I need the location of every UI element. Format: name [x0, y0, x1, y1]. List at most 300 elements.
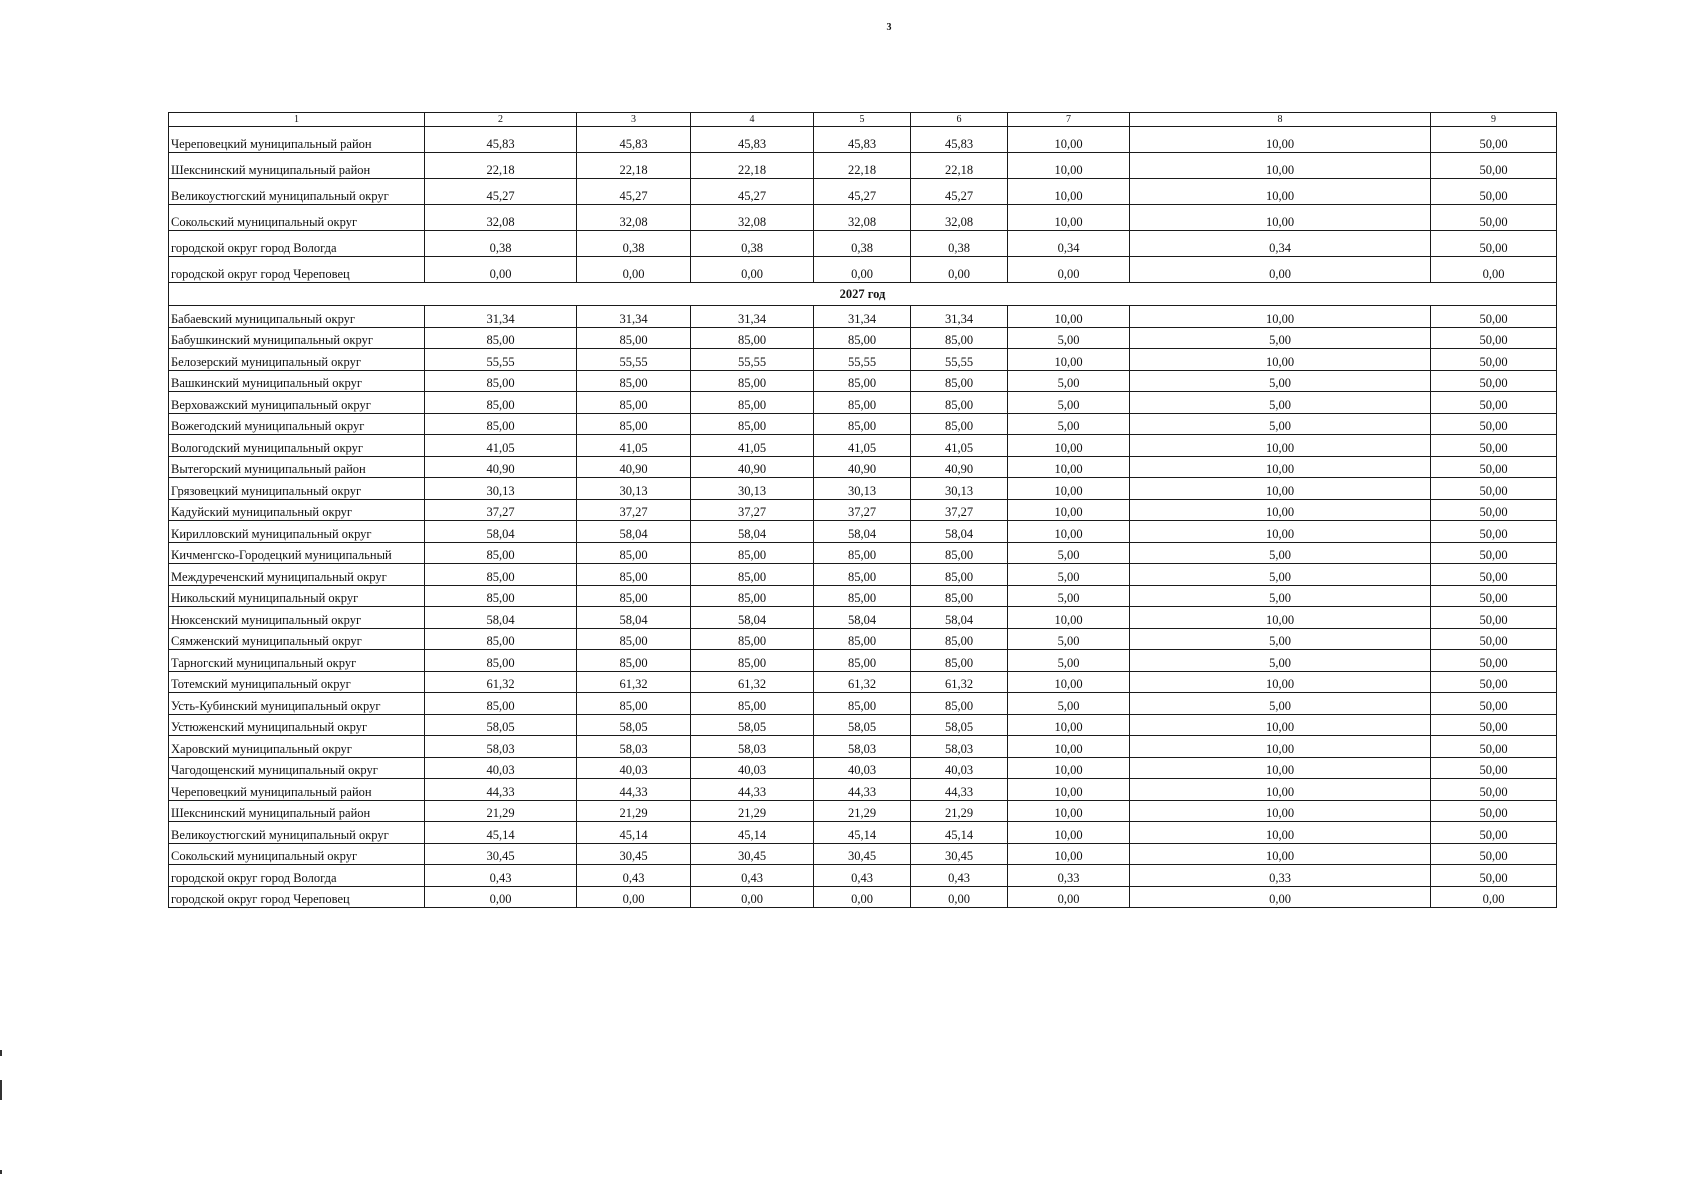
row-value-cell: 45,27	[691, 179, 814, 205]
row-value-cell: 50,00	[1431, 542, 1557, 564]
row-value-cell: 45,14	[425, 822, 577, 844]
row-value-cell: 10,00	[1130, 779, 1431, 801]
row-municipality-name: городской округ город Вологда	[169, 231, 425, 257]
row-value-cell: 50,00	[1431, 435, 1557, 457]
table-row	[169, 349, 1557, 371]
row-value-cell: 85,00	[814, 693, 911, 715]
row-value-cell: 45,83	[425, 127, 577, 153]
row-value-cell: 58,05	[425, 714, 577, 736]
row-value-cell: 0,38	[577, 231, 691, 257]
row-value-cell: 0,00	[1130, 886, 1431, 908]
scan-edge-mark	[0, 1050, 2, 1056]
row-value-cell: 85,00	[911, 370, 1008, 392]
row-value-cell: 61,32	[911, 671, 1008, 693]
table-row	[169, 671, 1557, 693]
row-value-cell: 85,00	[425, 413, 577, 435]
page-number: 3	[886, 22, 892, 33]
row-municipality-name: Вашкинский муниципальный округ	[169, 370, 425, 392]
row-value-cell: 10,00	[1130, 800, 1431, 822]
row-municipality-name: Никольский муниципальный округ	[169, 585, 425, 607]
row-municipality-name: Кирилловский муниципальный округ	[169, 521, 425, 543]
row-value-cell: 58,04	[911, 521, 1008, 543]
table-row	[169, 585, 1557, 607]
row-value-cell: 85,00	[911, 564, 1008, 586]
row-value-cell: 45,83	[911, 127, 1008, 153]
row-value-cell: 85,00	[577, 650, 691, 672]
row-value-cell: 5,00	[1008, 693, 1130, 715]
row-value-cell: 50,00	[1431, 127, 1557, 153]
row-municipality-name: Бабушкинский муниципальный округ	[169, 327, 425, 349]
row-value-cell: 10,00	[1130, 456, 1431, 478]
row-value-cell: 22,18	[814, 153, 911, 179]
row-value-cell: 55,55	[691, 349, 814, 371]
row-value-cell: 58,04	[691, 607, 814, 629]
row-value-cell: 10,00	[1130, 349, 1431, 371]
row-value-cell: 10,00	[1130, 736, 1431, 758]
row-value-cell: 45,27	[911, 179, 1008, 205]
row-value-cell: 10,00	[1130, 757, 1431, 779]
row-municipality-name: Вытегорский муниципальный район	[169, 456, 425, 478]
row-value-cell: 32,08	[577, 205, 691, 231]
row-value-cell: 45,14	[691, 822, 814, 844]
row-value-cell: 85,00	[814, 564, 911, 586]
row-municipality-name: Белозерский муниципальный округ	[169, 349, 425, 371]
row-value-cell: 10,00	[1130, 435, 1431, 457]
row-municipality-name: Тарногский муниципальный округ	[169, 650, 425, 672]
row-value-cell: 50,00	[1431, 349, 1557, 371]
table-row	[169, 231, 1557, 257]
row-value-cell: 0,33	[1130, 865, 1431, 887]
row-municipality-name: Междуреченский муниципальный округ	[169, 564, 425, 586]
row-value-cell: 85,00	[425, 370, 577, 392]
row-value-cell: 85,00	[577, 327, 691, 349]
row-value-cell: 22,18	[425, 153, 577, 179]
row-value-cell: 30,45	[425, 843, 577, 865]
scan-edge-mark	[0, 1170, 2, 1174]
table-row	[169, 800, 1557, 822]
row-value-cell: 85,00	[691, 542, 814, 564]
row-value-cell: 85,00	[425, 327, 577, 349]
row-value-cell: 10,00	[1130, 714, 1431, 736]
row-value-cell: 45,27	[814, 179, 911, 205]
row-value-cell: 5,00	[1008, 392, 1130, 414]
row-value-cell: 85,00	[577, 693, 691, 715]
row-value-cell: 0,38	[814, 231, 911, 257]
row-value-cell: 10,00	[1130, 671, 1431, 693]
row-value-cell: 10,00	[1008, 736, 1130, 758]
row-municipality-name: Вологодский муниципальный округ	[169, 435, 425, 457]
row-value-cell: 85,00	[425, 585, 577, 607]
row-value-cell: 32,08	[425, 205, 577, 231]
row-value-cell: 0,00	[911, 257, 1008, 283]
row-value-cell: 0,34	[1008, 231, 1130, 257]
year-section-label: 2027 год	[169, 283, 1557, 306]
row-value-cell: 5,00	[1130, 327, 1431, 349]
row-value-cell: 30,13	[911, 478, 1008, 500]
row-value-cell: 58,03	[577, 736, 691, 758]
row-value-cell: 85,00	[911, 650, 1008, 672]
row-value-cell: 50,00	[1431, 585, 1557, 607]
row-value-cell: 85,00	[425, 693, 577, 715]
row-municipality-name: городской округ город Череповец	[169, 257, 425, 283]
row-value-cell: 10,00	[1130, 499, 1431, 521]
row-value-cell: 85,00	[911, 628, 1008, 650]
row-value-cell: 10,00	[1008, 822, 1130, 844]
row-value-cell: 85,00	[911, 693, 1008, 715]
row-value-cell: 45,14	[911, 822, 1008, 844]
row-value-cell: 85,00	[691, 564, 814, 586]
row-value-cell: 0,38	[691, 231, 814, 257]
row-value-cell: 10,00	[1130, 306, 1431, 328]
table-row	[169, 757, 1557, 779]
row-value-cell: 10,00	[1008, 757, 1130, 779]
row-value-cell: 85,00	[577, 542, 691, 564]
table-row	[169, 714, 1557, 736]
row-value-cell: 31,34	[577, 306, 691, 328]
row-value-cell: 50,00	[1431, 693, 1557, 715]
row-value-cell: 5,00	[1008, 650, 1130, 672]
row-value-cell: 0,00	[1008, 886, 1130, 908]
row-municipality-name: Чагодощенский муниципальный округ	[169, 757, 425, 779]
row-value-cell: 50,00	[1431, 478, 1557, 500]
row-value-cell: 37,27	[911, 499, 1008, 521]
row-value-cell: 50,00	[1431, 671, 1557, 693]
table-row	[169, 886, 1557, 908]
row-value-cell: 40,03	[425, 757, 577, 779]
row-municipality-name: Сокольский муниципальный округ	[169, 205, 425, 231]
table-row	[169, 127, 1557, 153]
row-value-cell: 10,00	[1008, 179, 1130, 205]
row-value-cell: 85,00	[577, 370, 691, 392]
year-section-row	[169, 283, 1557, 306]
table-row	[169, 205, 1557, 231]
row-value-cell: 30,13	[814, 478, 911, 500]
row-value-cell: 41,05	[691, 435, 814, 457]
row-value-cell: 85,00	[425, 650, 577, 672]
row-value-cell: 40,03	[814, 757, 911, 779]
row-value-cell: 85,00	[425, 628, 577, 650]
row-value-cell: 50,00	[1431, 714, 1557, 736]
row-value-cell: 45,83	[814, 127, 911, 153]
row-municipality-name: Тотемский муниципальный округ	[169, 671, 425, 693]
row-value-cell: 58,04	[814, 607, 911, 629]
row-value-cell: 32,08	[814, 205, 911, 231]
row-value-cell: 0,43	[425, 865, 577, 887]
row-value-cell: 30,13	[691, 478, 814, 500]
row-value-cell: 0,43	[691, 865, 814, 887]
row-value-cell: 10,00	[1008, 456, 1130, 478]
row-value-cell: 85,00	[425, 542, 577, 564]
row-municipality-name: Грязовецкий муниципальный округ	[169, 478, 425, 500]
table-row	[169, 435, 1557, 457]
row-value-cell: 40,90	[425, 456, 577, 478]
row-value-cell: 85,00	[577, 585, 691, 607]
row-value-cell: 5,00	[1130, 564, 1431, 586]
row-value-cell: 44,33	[425, 779, 577, 801]
row-value-cell: 5,00	[1130, 650, 1431, 672]
row-value-cell: 85,00	[577, 413, 691, 435]
table-row	[169, 456, 1557, 478]
row-value-cell: 50,00	[1431, 205, 1557, 231]
row-value-cell: 58,03	[691, 736, 814, 758]
row-value-cell: 0,00	[911, 886, 1008, 908]
table-row	[169, 306, 1557, 328]
row-value-cell: 55,55	[577, 349, 691, 371]
table-row	[169, 153, 1557, 179]
row-value-cell: 44,33	[911, 779, 1008, 801]
row-value-cell: 50,00	[1431, 650, 1557, 672]
row-value-cell: 45,14	[577, 822, 691, 844]
row-value-cell: 58,05	[691, 714, 814, 736]
row-value-cell: 10,00	[1008, 779, 1130, 801]
table-row	[169, 521, 1557, 543]
row-value-cell: 5,00	[1008, 413, 1130, 435]
row-value-cell: 5,00	[1008, 327, 1130, 349]
row-value-cell: 85,00	[814, 542, 911, 564]
row-value-cell: 40,90	[691, 456, 814, 478]
row-value-cell: 85,00	[691, 585, 814, 607]
row-municipality-name: Кичменгско-Городецкий муниципальный	[169, 542, 425, 564]
row-value-cell: 5,00	[1008, 564, 1130, 586]
row-value-cell: 55,55	[425, 349, 577, 371]
row-municipality-name: Вожегодский муниципальный округ	[169, 413, 425, 435]
row-value-cell: 10,00	[1130, 205, 1431, 231]
row-value-cell: 50,00	[1431, 370, 1557, 392]
row-value-cell: 10,00	[1008, 521, 1130, 543]
row-municipality-name: Шекснинский муниципальный район	[169, 153, 425, 179]
row-municipality-name: Сямженский муниципальный округ	[169, 628, 425, 650]
row-value-cell: 21,29	[814, 800, 911, 822]
row-municipality-name: Сокольский муниципальный округ	[169, 843, 425, 865]
row-value-cell: 50,00	[1431, 800, 1557, 822]
row-value-cell: 85,00	[911, 327, 1008, 349]
row-municipality-name: Череповецкий муниципальный район	[169, 127, 425, 153]
row-municipality-name: Харовский муниципальный округ	[169, 736, 425, 758]
row-value-cell: 41,05	[425, 435, 577, 457]
row-value-cell: 10,00	[1008, 499, 1130, 521]
row-value-cell: 0,00	[691, 886, 814, 908]
row-value-cell: 30,45	[691, 843, 814, 865]
row-value-cell: 50,00	[1431, 628, 1557, 650]
row-municipality-name: Кадуйский муниципальный округ	[169, 499, 425, 521]
row-value-cell: 85,00	[814, 392, 911, 414]
row-value-cell: 10,00	[1130, 179, 1431, 205]
row-value-cell: 30,45	[814, 843, 911, 865]
row-value-cell: 50,00	[1431, 779, 1557, 801]
row-value-cell: 0,43	[911, 865, 1008, 887]
row-value-cell: 85,00	[691, 370, 814, 392]
column-header: 2	[425, 113, 577, 127]
row-value-cell: 0,43	[577, 865, 691, 887]
table-row	[169, 650, 1557, 672]
row-value-cell: 5,00	[1130, 542, 1431, 564]
row-value-cell: 0,38	[425, 231, 577, 257]
row-value-cell: 10,00	[1008, 306, 1130, 328]
row-value-cell: 45,14	[814, 822, 911, 844]
row-value-cell: 41,05	[577, 435, 691, 457]
row-value-cell: 50,00	[1431, 327, 1557, 349]
row-value-cell: 10,00	[1008, 607, 1130, 629]
row-value-cell: 10,00	[1008, 800, 1130, 822]
row-value-cell: 5,00	[1130, 392, 1431, 414]
row-municipality-name: городской округ город Череповец	[169, 886, 425, 908]
row-value-cell: 0,00	[425, 257, 577, 283]
row-value-cell: 22,18	[691, 153, 814, 179]
row-value-cell: 10,00	[1130, 153, 1431, 179]
row-value-cell: 58,03	[911, 736, 1008, 758]
row-value-cell: 85,00	[691, 650, 814, 672]
row-value-cell: 37,27	[691, 499, 814, 521]
row-value-cell: 0,34	[1130, 231, 1431, 257]
column-header: 7	[1008, 113, 1130, 127]
row-value-cell: 10,00	[1008, 127, 1130, 153]
row-value-cell: 50,00	[1431, 865, 1557, 887]
row-value-cell: 21,29	[911, 800, 1008, 822]
table-body	[169, 113, 1557, 908]
row-value-cell: 85,00	[425, 564, 577, 586]
row-value-cell: 85,00	[691, 327, 814, 349]
row-value-cell: 40,03	[577, 757, 691, 779]
table-row	[169, 607, 1557, 629]
row-value-cell: 0,33	[1008, 865, 1130, 887]
row-value-cell: 10,00	[1008, 435, 1130, 457]
row-value-cell: 85,00	[814, 628, 911, 650]
row-value-cell: 85,00	[691, 413, 814, 435]
row-value-cell: 50,00	[1431, 843, 1557, 865]
row-value-cell: 58,04	[911, 607, 1008, 629]
table-row	[169, 779, 1557, 801]
row-value-cell: 30,45	[911, 843, 1008, 865]
row-value-cell: 31,34	[425, 306, 577, 328]
table-row	[169, 693, 1557, 715]
row-value-cell: 85,00	[577, 392, 691, 414]
row-value-cell: 85,00	[577, 564, 691, 586]
row-value-cell: 32,08	[691, 205, 814, 231]
row-value-cell: 10,00	[1008, 205, 1130, 231]
row-value-cell: 58,03	[425, 736, 577, 758]
row-value-cell: 37,27	[577, 499, 691, 521]
row-value-cell: 5,00	[1008, 370, 1130, 392]
row-value-cell: 5,00	[1008, 542, 1130, 564]
row-value-cell: 10,00	[1008, 714, 1130, 736]
row-value-cell: 40,03	[911, 757, 1008, 779]
row-value-cell: 50,00	[1431, 757, 1557, 779]
row-value-cell: 45,83	[577, 127, 691, 153]
row-municipality-name: Усть-Кубинский муниципальный округ	[169, 693, 425, 715]
row-value-cell: 40,90	[911, 456, 1008, 478]
row-value-cell: 30,13	[577, 478, 691, 500]
row-value-cell: 10,00	[1008, 153, 1130, 179]
row-value-cell: 58,04	[691, 521, 814, 543]
column-header-row	[169, 113, 1557, 127]
row-value-cell: 0,00	[691, 257, 814, 283]
row-value-cell: 5,00	[1130, 585, 1431, 607]
row-value-cell: 37,27	[425, 499, 577, 521]
row-value-cell: 44,33	[691, 779, 814, 801]
row-value-cell: 85,00	[425, 392, 577, 414]
row-value-cell: 45,27	[577, 179, 691, 205]
row-municipality-name: Нюксенский муниципальный округ	[169, 607, 425, 629]
row-value-cell: 58,05	[814, 714, 911, 736]
row-value-cell: 31,34	[911, 306, 1008, 328]
row-value-cell: 0,00	[814, 886, 911, 908]
row-value-cell: 85,00	[814, 585, 911, 607]
row-value-cell: 5,00	[1130, 370, 1431, 392]
row-value-cell: 45,83	[691, 127, 814, 153]
row-value-cell: 41,05	[911, 435, 1008, 457]
row-value-cell: 10,00	[1130, 822, 1431, 844]
row-value-cell: 0,00	[1431, 886, 1557, 908]
row-value-cell: 50,00	[1431, 564, 1557, 586]
table-row	[169, 478, 1557, 500]
row-value-cell: 44,33	[577, 779, 691, 801]
row-value-cell: 5,00	[1008, 628, 1130, 650]
row-value-cell: 61,32	[691, 671, 814, 693]
row-value-cell: 50,00	[1431, 607, 1557, 629]
row-value-cell: 45,27	[425, 179, 577, 205]
row-value-cell: 21,29	[425, 800, 577, 822]
row-value-cell: 5,00	[1130, 693, 1431, 715]
table-row	[169, 542, 1557, 564]
row-value-cell: 44,33	[814, 779, 911, 801]
row-value-cell: 0,38	[911, 231, 1008, 257]
column-header: 9	[1431, 113, 1557, 127]
table-row	[169, 499, 1557, 521]
table-row	[169, 736, 1557, 758]
row-value-cell: 58,04	[425, 607, 577, 629]
row-value-cell: 21,29	[691, 800, 814, 822]
row-value-cell: 61,32	[814, 671, 911, 693]
row-municipality-name: Бабаевский муниципальный округ	[169, 306, 425, 328]
row-value-cell: 85,00	[691, 628, 814, 650]
row-value-cell: 0,43	[814, 865, 911, 887]
row-value-cell: 32,08	[911, 205, 1008, 231]
row-municipality-name: Устюженский муниципальный округ	[169, 714, 425, 736]
row-value-cell: 50,00	[1431, 153, 1557, 179]
row-value-cell: 5,00	[1130, 628, 1431, 650]
row-value-cell: 31,34	[814, 306, 911, 328]
row-value-cell: 50,00	[1431, 499, 1557, 521]
row-value-cell: 85,00	[691, 693, 814, 715]
row-value-cell: 21,29	[577, 800, 691, 822]
row-value-cell: 85,00	[911, 585, 1008, 607]
row-value-cell: 0,00	[1431, 257, 1557, 283]
row-value-cell: 85,00	[911, 392, 1008, 414]
row-value-cell: 50,00	[1431, 822, 1557, 844]
row-value-cell: 50,00	[1431, 736, 1557, 758]
row-value-cell: 10,00	[1130, 521, 1431, 543]
row-value-cell: 41,05	[814, 435, 911, 457]
row-municipality-name: Череповецкий муниципальный район	[169, 779, 425, 801]
row-value-cell: 58,04	[425, 521, 577, 543]
table-row	[169, 564, 1557, 586]
column-header: 1	[169, 113, 425, 127]
row-municipality-name: Великоустюгский муниципальный округ	[169, 179, 425, 205]
table-row	[169, 628, 1557, 650]
row-value-cell: 50,00	[1431, 306, 1557, 328]
row-value-cell: 10,00	[1008, 478, 1130, 500]
data-table	[168, 112, 1557, 908]
table-row	[169, 392, 1557, 414]
row-municipality-name: Великоустюгский муниципальный округ	[169, 822, 425, 844]
row-value-cell: 58,04	[814, 521, 911, 543]
row-value-cell: 10,00	[1008, 671, 1130, 693]
row-value-cell: 85,00	[911, 413, 1008, 435]
row-value-cell: 0,00	[1008, 257, 1130, 283]
row-value-cell: 0,00	[577, 257, 691, 283]
row-value-cell: 50,00	[1431, 413, 1557, 435]
row-value-cell: 58,05	[577, 714, 691, 736]
